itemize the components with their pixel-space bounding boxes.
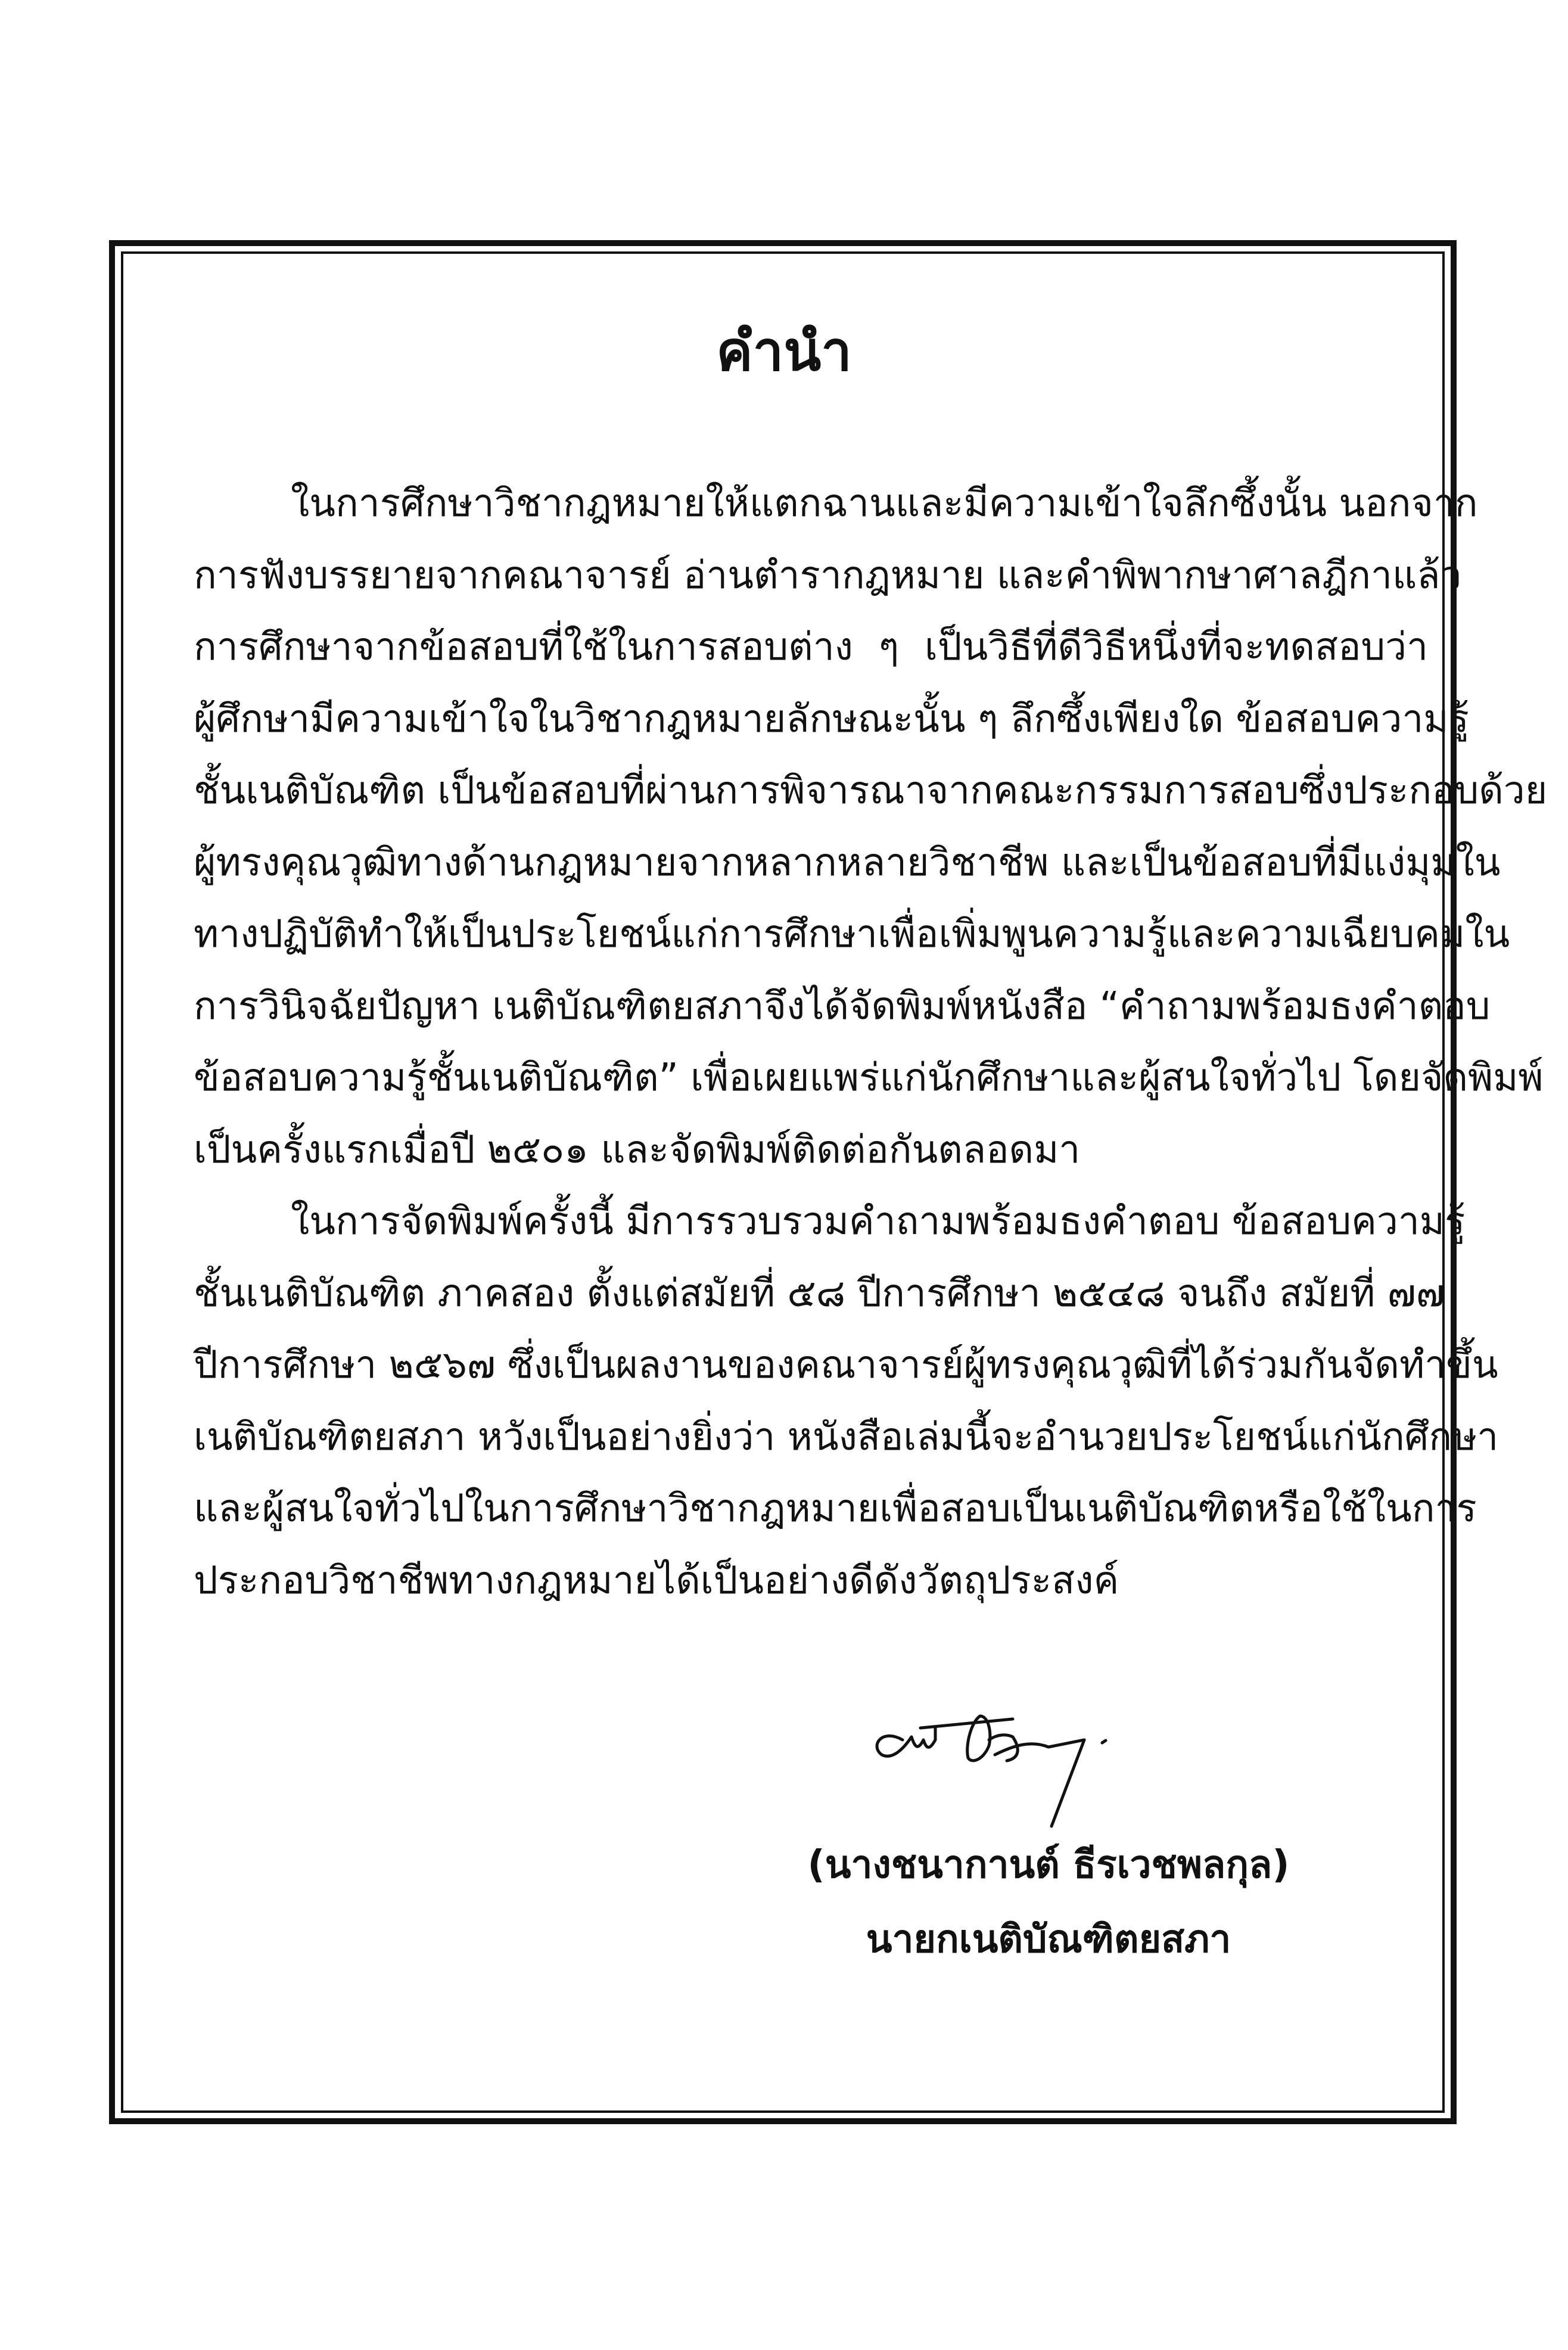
text-line: ปีการศึกษา ๒๕๖๗ ซึ่งเป็นผลงานของคณาจารย์ผู้ทรงคุณวุฒิที่ได้ร่วมกันจัดทำขึ้น xyxy=(194,1343,1498,1387)
text-line: ทางปฏิบัติทำให้เป็นประโยชน์แก่การศึกษาเพื่อเพิ่มพูนความรู้และความเฉียบคมใน xyxy=(194,912,1510,956)
text-line: ชั้นเนติบัณฑิต เป็นข้อสอบที่ผ่านการพิจารณาจากคณะกรรมการสอบซึ่งประกอบด้วย xyxy=(194,769,1548,813)
text-line: เป็นครั้งแรกเมื่อปี ๒๕๐๑ และจัดพิมพ์ติดต่อกันตลอดมา xyxy=(194,1127,1081,1172)
text-line: ข้อสอบความรู้ชั้นเนติบัณฑิต” เพื่อเผยแพร่แก่นักศึกษาและผู้สนใจทั่วไป โดยจัดพิมพ์ xyxy=(194,1056,1544,1100)
page-title: คำนำ xyxy=(716,319,852,383)
text-line: ในการจัดพิมพ์ครั้งนี้ มีการรวบรวมคำถามพร้อมธงคำตอบ ข้อสอบความรู้ xyxy=(291,1199,1466,1244)
signatory-position: นายกเนติบัณฑิตยสภา xyxy=(866,1917,1231,1962)
text-line: เนติบัณฑิตยสภา หวังเป็นอย่างยิ่งว่า หนังสือเล่มนี้จะอำนวยประโยชน์แก่นักศึกษา xyxy=(194,1415,1499,1459)
text-line: ผู้ศึกษามีความเข้าใจในวิชากฎหมายลักษณะนั้น ๆ ลึกซึ้งเพียงใด ข้อสอบความรู้ xyxy=(194,697,1469,741)
text-line: การวินิจฉัยปัญหา เนติบัณฑิตยสภาจึงได้จัดพิมพ์หนังสือ “คำถามพร้อมธงคำตอบ xyxy=(194,984,1491,1028)
text-line: ผู้ทรงคุณวุฒิทางด้านกฎหมายจากหลากหลายวิชาชีพ และเป็นข้อสอบที่มีแง่มุมใน xyxy=(194,840,1501,885)
text-line: การศึกษาจากข้อสอบที่ใช้ในการสอบต่าง ๆ เป็นวิธีที่ดีวิธีหนึ่งที่จะทดสอบว่า xyxy=(194,625,1428,669)
text-line: ประกอบวิชาชีพทางกฎหมายได้เป็นอย่างดีดังวัตถุประสงค์ xyxy=(194,1558,1119,1603)
signatory-name: (นางชนากานต์ ธีรเวชพลกุล) xyxy=(807,1843,1290,1887)
text-line: การฟังบรรยายจากคณาจารย์ อ่านตำรากฎหมาย และคำพิพากษาศาลฎีกาแล้ว xyxy=(194,553,1462,598)
text-line: ในการศึกษาวิชากฎหมายให้แตกฉานและมีความเข้าใจลึกซึ้งนั้น นอกจาก xyxy=(291,481,1478,526)
text-line: ชั้นเนติบัณฑิต ภาคสอง ตั้งแต่สมัยที่ ๕๘ ปีการศึกษา ๒๕๔๘ จนถึง สมัยที่ ๗๗ xyxy=(194,1271,1445,1316)
text-line: และผู้สนใจทั่วไปในการศึกษาวิชากฎหมายเพื่อสอบเป็นเนติบัณฑิตหรือใช้ในการ xyxy=(194,1487,1477,1531)
handwritten-signature xyxy=(870,1704,1144,1835)
